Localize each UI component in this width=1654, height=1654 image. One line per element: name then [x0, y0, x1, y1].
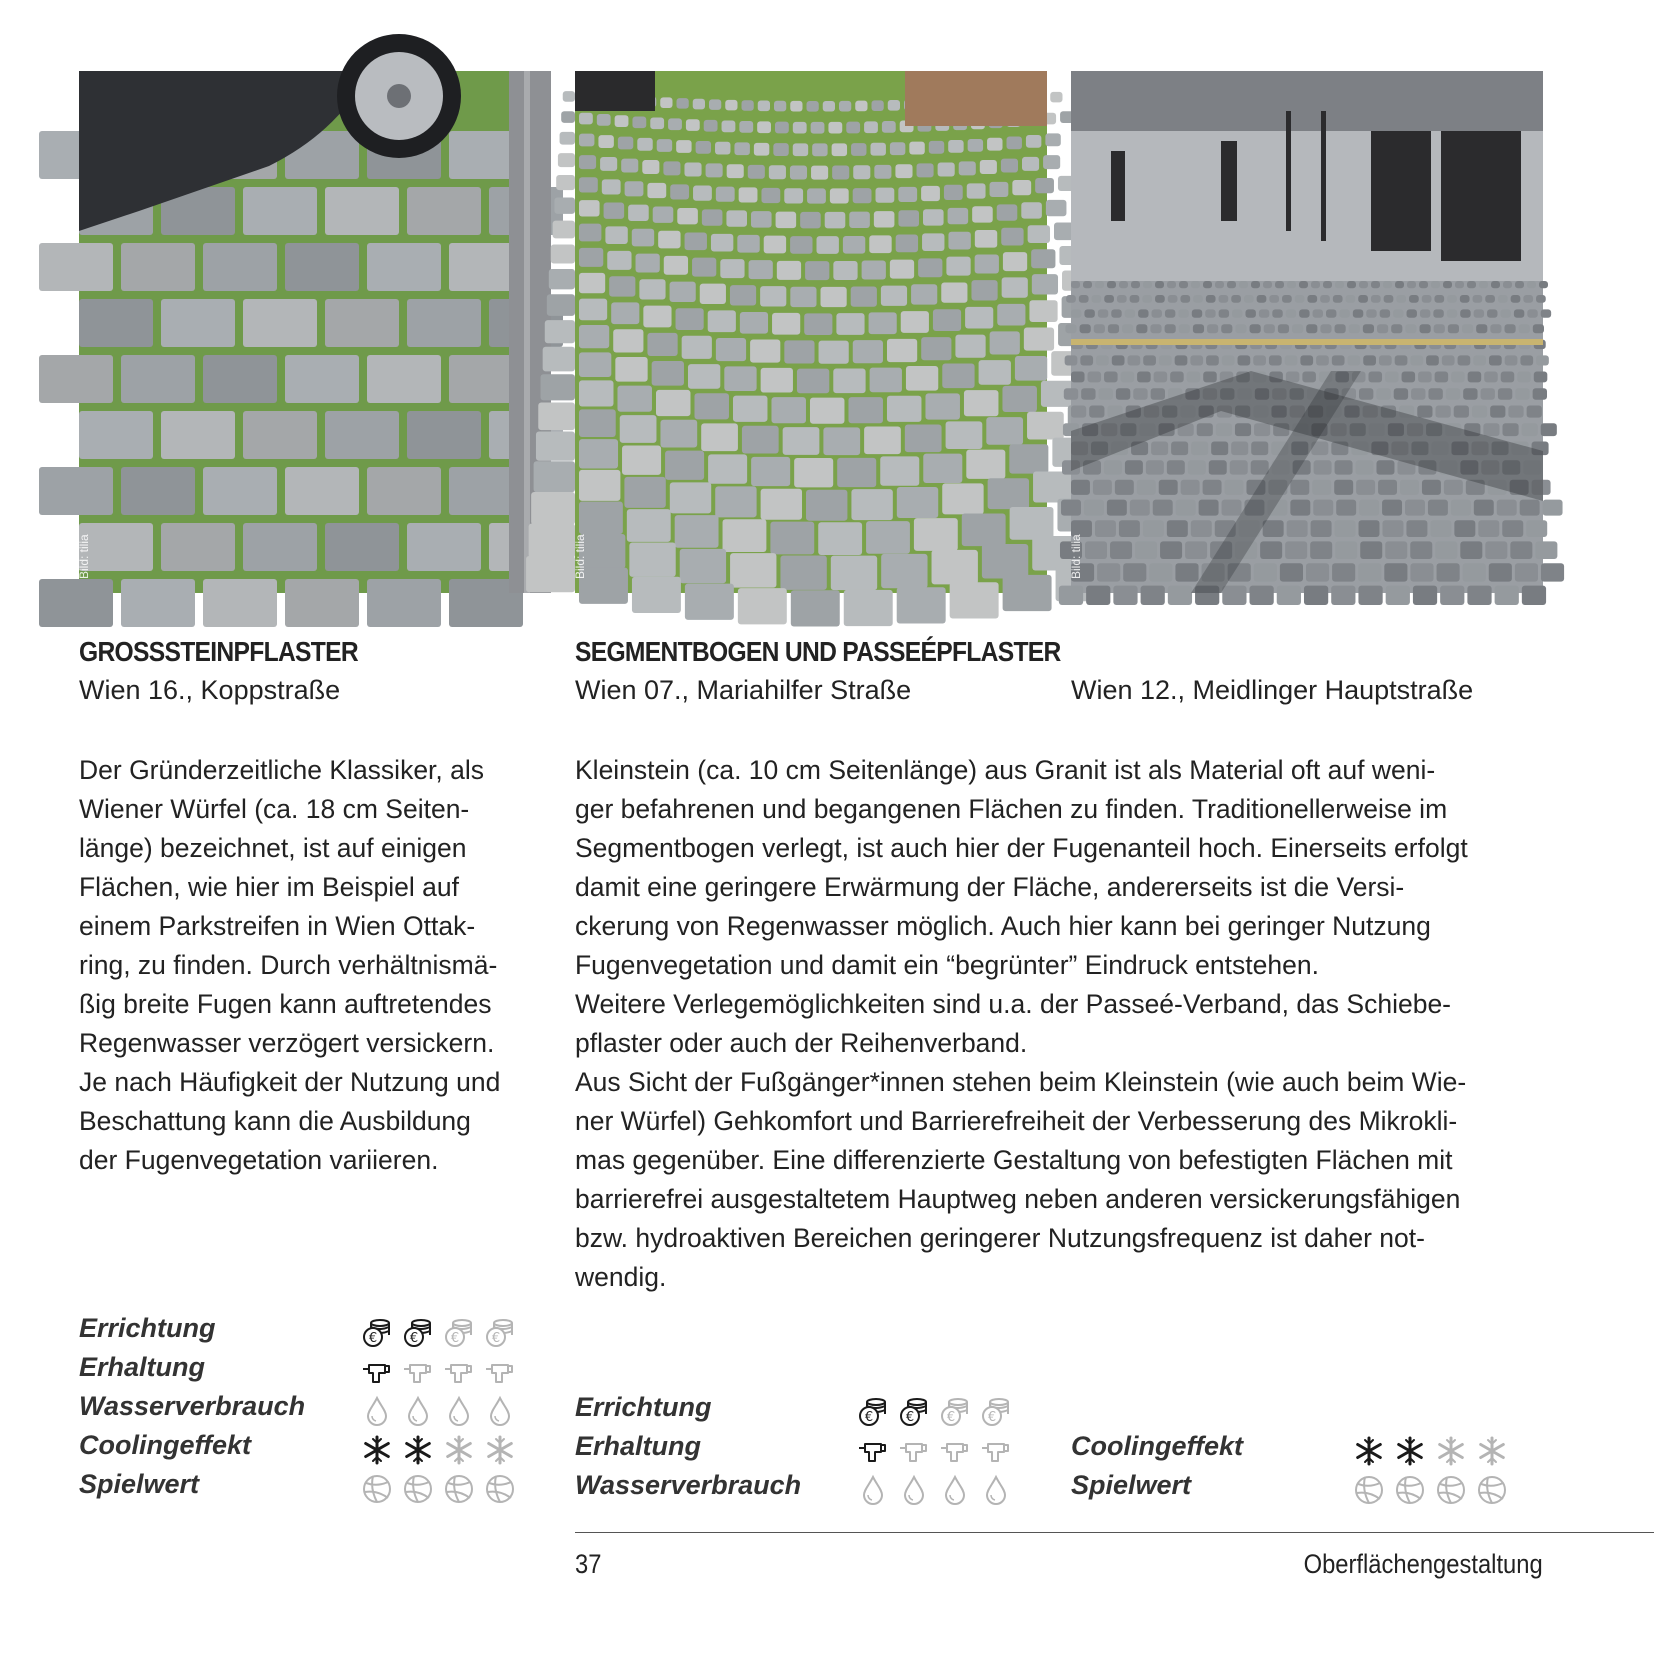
photo-segmentbogen [575, 71, 1047, 593]
rating-label: Spielwert [1071, 1470, 1192, 1500]
location-koppstrasse: Wien 16., Koppstraße [79, 675, 341, 705]
ball-icon [1435, 1474, 1467, 1506]
body-text-left [79, 751, 549, 1180]
water-drop-icon [939, 1474, 971, 1506]
text-line: Regenwasser verzögert versickern. [79, 1028, 495, 1058]
svg-text:€: € [409, 1331, 419, 1346]
photo-credit: Bild: tilia [77, 534, 91, 579]
text-line: bzw. hydroaktiven Bereichen geringerer Nutzungsfrequenz ist daher not- [575, 1223, 1425, 1253]
coin-stack-icon [898, 1396, 930, 1428]
text-line: wendig. [575, 1262, 667, 1292]
svg-text:€: € [905, 1410, 915, 1425]
body-text-right [575, 751, 1555, 1297]
ball-icon [443, 1473, 475, 1505]
drill-icon [898, 1435, 930, 1467]
section-title: Oberflächengestaltung [1303, 1549, 1543, 1579]
rating-row-wasserverbrauch [79, 1391, 529, 1430]
rating-icons [361, 1434, 516, 1466]
rating-label: Wasserverbrauch [575, 1470, 802, 1500]
coin-stack-icon [361, 1317, 393, 1349]
rating-row-errichtung [575, 1392, 1025, 1431]
rating-row-coolingeffekt [1071, 1431, 1521, 1470]
rating-icons [857, 1474, 1012, 1506]
coin-stack-icon [939, 1396, 971, 1428]
svg-text:€: € [450, 1331, 460, 1346]
rating-label: Errichtung [79, 1313, 216, 1343]
text-line: pflaster oder auch der Reihenverband. [575, 1028, 1028, 1058]
rating-icons [857, 1396, 1012, 1428]
rating-label: Errichtung [575, 1392, 712, 1422]
rating-icons [1353, 1474, 1508, 1506]
text-line: der Fugenvegetation variieren. [79, 1145, 439, 1175]
text-line: ner Würfel) Gehkomfort und Barrierefreiheit der Verbesserung des Mikrokli- [575, 1106, 1458, 1136]
water-drop-icon [484, 1395, 516, 1427]
rating-row-spielwert [1071, 1470, 1521, 1509]
water-drop-icon [443, 1395, 475, 1427]
rating-icons [361, 1473, 516, 1505]
snowflake-icon [402, 1434, 434, 1466]
rating-label: Spielwert [79, 1469, 200, 1499]
svg-text:€: € [368, 1331, 378, 1346]
ball-icon [1476, 1474, 1508, 1506]
drill-icon [484, 1356, 516, 1388]
snowflake-icon [1435, 1435, 1467, 1467]
drill-icon [443, 1356, 475, 1388]
photo-passeepflaster [1071, 71, 1543, 593]
water-drop-icon [857, 1474, 889, 1506]
photo-credit: Bild: tilia [573, 534, 587, 579]
coin-stack-icon [857, 1396, 889, 1428]
text-line: Kleinstein (ca. 10 cm Seitenlänge) aus Granit ist als Material oft auf weni- [575, 755, 1436, 785]
text-line: Der Gründerzeitliche Klassiker, als [79, 755, 485, 785]
rating-label: Erhaltung [575, 1431, 701, 1461]
water-drop-icon [980, 1474, 1012, 1506]
rating-icons [361, 1356, 516, 1388]
footer-divider [575, 1532, 1654, 1533]
rating-icons [857, 1435, 1012, 1467]
snowflake-icon [443, 1434, 475, 1466]
text-line: ring, zu finden. Durch verhältnismä- [79, 950, 498, 980]
text-line: Aus Sicht der Fußgänger*innen stehen beim Kleinstein (wie auch beim Wie- [575, 1067, 1467, 1097]
location-meidlinger-hauptstrasse: Wien 12., Meidlinger Hauptstraße [1071, 675, 1474, 705]
drill-icon [939, 1435, 971, 1467]
rating-label: Erhaltung [79, 1352, 205, 1382]
rating-table-right-a [575, 1392, 1025, 1509]
ball-icon [1353, 1474, 1385, 1506]
page-number: 37 [575, 1549, 602, 1579]
coin-stack-icon [980, 1396, 1012, 1428]
ball-icon [361, 1473, 393, 1505]
heading-grosssteinpflaster: GROSSSTEINPFLASTER [79, 636, 358, 667]
rating-icons [361, 1317, 516, 1349]
rating-row-erhaltung [575, 1431, 1025, 1470]
rating-table-right-b [1071, 1431, 1521, 1509]
text-line: Je nach Häufigkeit der Nutzung und [79, 1067, 501, 1097]
rating-row-spielwert [79, 1469, 529, 1508]
snowflake-icon [1394, 1435, 1426, 1467]
rating-label: Wasserverbrauch [79, 1391, 306, 1421]
text-line: barrierefrei ausgestaltetem Hauptweg neben anderen versickerungsfähigen [575, 1184, 1461, 1214]
svg-text:€: € [946, 1410, 956, 1425]
rating-icons [361, 1395, 516, 1427]
rating-icons [1353, 1435, 1508, 1467]
text-line: Weitere Verlegemöglichkeiten sind u.a. der Passeé-Verband, das Schiebe- [575, 989, 1452, 1019]
svg-text:€: € [491, 1331, 501, 1346]
text-line: Beschattung kann die Ausbildung [79, 1106, 471, 1136]
ball-icon [402, 1473, 434, 1505]
rating-row-erhaltung [79, 1352, 529, 1391]
rating-table-left [79, 1313, 529, 1508]
rating-label: Coolingeffekt [79, 1430, 252, 1460]
svg-text:€: € [987, 1410, 997, 1425]
text-line: länge) bezeichnet, ist auf einigen [79, 833, 467, 863]
ball-icon [484, 1473, 516, 1505]
text-line: Fugenvegetation und damit ein “begrünter” Eindruck entstehen. [575, 950, 1319, 980]
rating-label: Coolingeffekt [1071, 1431, 1244, 1461]
drill-icon [857, 1435, 889, 1467]
photo-credit: Bild: tilia [1069, 534, 1083, 579]
svg-text:€: € [864, 1410, 874, 1425]
text-line: mas gegenüber. Eine differenzierte Gestaltung von befestigten Flächen mit [575, 1145, 1453, 1175]
snowflake-icon [361, 1434, 393, 1466]
drill-icon [361, 1356, 393, 1388]
water-drop-icon [361, 1395, 393, 1427]
snowflake-icon [1353, 1435, 1385, 1467]
text-line: Wiener Würfel (ca. 18 cm Seiten- [79, 794, 470, 824]
coin-stack-icon [484, 1317, 516, 1349]
text-line: Segmentbogen verlegt, ist auch hier der Fugenanteil hoch. Einerseits erfolgt [575, 833, 1468, 863]
text-line: ßig breite Fugen kann auftretendes [79, 989, 492, 1019]
drill-icon [402, 1356, 434, 1388]
text-line: ckerung von Regenwasser möglich. Auch hier kann bei geringer Nutzung [575, 911, 1431, 941]
rating-row-wasserverbrauch [575, 1470, 1025, 1509]
snowflake-icon [1476, 1435, 1508, 1467]
water-drop-icon [402, 1395, 434, 1427]
text-line: ger befahrenen und begangenen Flächen zu finden. Traditionellerweise im [575, 794, 1448, 824]
heading-segmentbogen: SEGMENTBOGEN UND PASSEÉPFLASTER [575, 636, 1061, 667]
coin-stack-icon [443, 1317, 475, 1349]
photo-grosssteinpflaster [79, 71, 551, 593]
drill-icon [980, 1435, 1012, 1467]
text-line: damit eine geringere Erwärmung der Fläche, andererseits ist die Versi- [575, 872, 1405, 902]
coin-stack-icon [402, 1317, 434, 1349]
snowflake-icon [484, 1434, 516, 1466]
location-mariahilfer-strasse: Wien 07., Mariahilfer Straße [575, 675, 912, 705]
ball-icon [1394, 1474, 1426, 1506]
water-drop-icon [898, 1474, 930, 1506]
rating-row-coolingeffekt [79, 1430, 529, 1469]
rating-row-errichtung [79, 1313, 529, 1352]
text-line: einem Parkstreifen in Wien Ottak- [79, 911, 476, 941]
text-line: Flächen, wie hier im Beispiel auf [79, 872, 460, 902]
